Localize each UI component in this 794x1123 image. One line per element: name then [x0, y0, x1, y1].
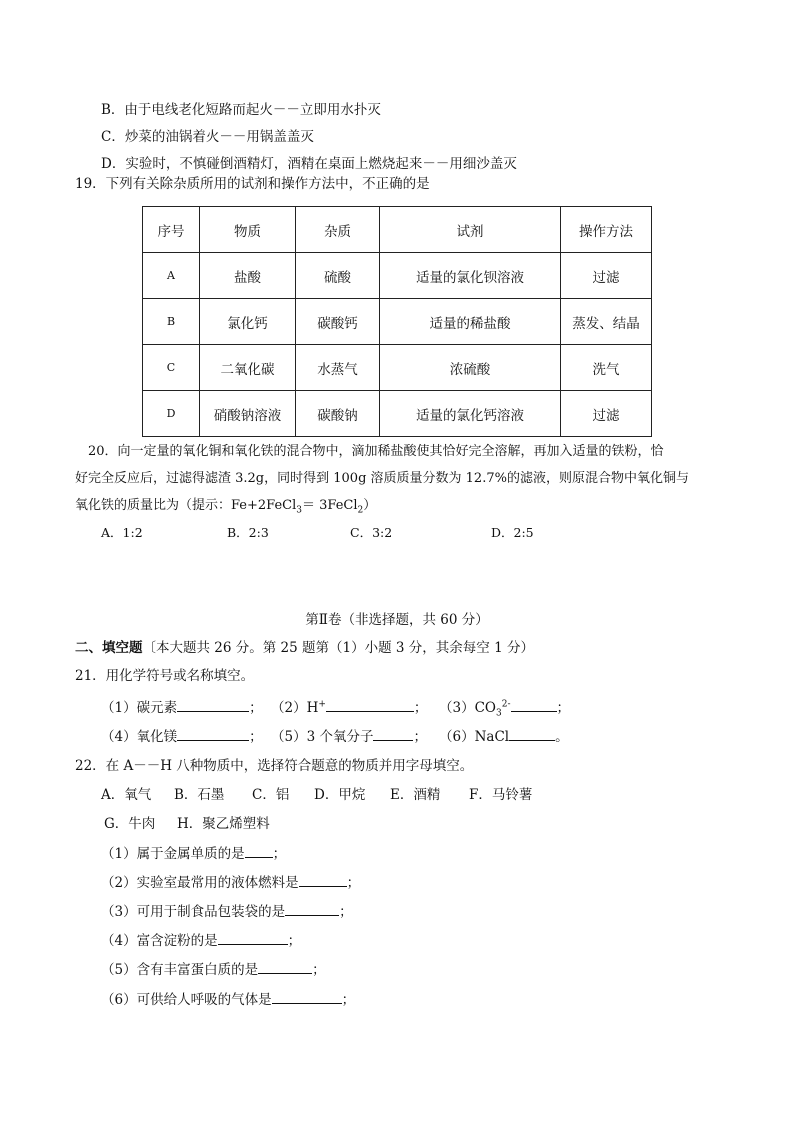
q21-item-2	[271, 698, 427, 717]
q22-item-6	[101, 990, 355, 1009]
q21-sep: ；	[249, 700, 263, 716]
section-heading	[75, 639, 534, 657]
answer-blank[interactable]	[218, 931, 288, 945]
q21-item-3	[439, 698, 570, 717]
table-cell: 洗气	[561, 345, 652, 391]
q22-sep: ；	[272, 846, 287, 862]
q20-option-a: A．1:2	[101, 525, 143, 540]
table-row	[143, 253, 652, 299]
table-cell: 过滤	[561, 253, 652, 299]
table-cell: 浓硫酸	[380, 345, 561, 391]
q21-item-1	[101, 698, 263, 717]
q22-item-label: （2）实验室最常用的液体燃料是	[101, 875, 299, 891]
q22-option-g: G．牛肉	[104, 816, 156, 832]
q22-option-e: E．酒精	[390, 787, 441, 803]
table-cell: 适量的氯化钙溶液	[380, 391, 561, 437]
header-cell: 序号	[143, 207, 200, 253]
answer-blank[interactable]	[509, 727, 555, 741]
answer-blank[interactable]	[299, 873, 347, 887]
q20-sub3: 3	[296, 505, 303, 516]
q21-item-4-label: （4）氧化镁	[101, 729, 178, 745]
section-heading-label: 二、填空题	[75, 640, 143, 656]
table-row	[143, 345, 652, 391]
answer-blank[interactable]	[177, 698, 249, 712]
table-cell: A	[143, 253, 200, 299]
q22-item-4	[101, 931, 301, 950]
q22-option-c: C．铝	[252, 787, 290, 803]
q22-item-label: （6）可供给人呼吸的气体是	[101, 992, 272, 1008]
q22-sep: ；	[346, 875, 361, 891]
answer-blank[interactable]	[326, 698, 414, 712]
q20-option-b: B．2:3	[227, 525, 269, 540]
q22-item-label: （1）属于金属单质的是	[101, 846, 245, 862]
section-heading-note: 〔本大题共 26 分。第 25 题第（1）小题 3 分，其余每空 1 分）	[142, 640, 534, 656]
table-cell: 盐酸	[200, 253, 296, 299]
q20-option-d: D．2:5	[491, 525, 534, 540]
table-cell: 适量的氯化钡溶液	[380, 253, 561, 299]
q22-item-5	[101, 960, 326, 979]
q20-option-c: C．3:2	[350, 525, 393, 540]
q21-stem: 21．用化学符号或名称填空。	[75, 668, 255, 684]
q20-line2: 好完全反应后，过滤得滤渣 3.2g，同时得到 100g 溶质质量分数为 12.7%的滤液，则原混合物中氧化铜与	[75, 471, 689, 486]
q21-item-4	[101, 727, 263, 746]
section-title: 第Ⅱ卷（非选择题，共 60 分）	[305, 612, 489, 628]
answer-blank[interactable]	[373, 727, 413, 741]
q21-item-1-label: （1）碳元素	[101, 700, 178, 716]
header-cell: 杂质	[296, 207, 380, 253]
answer-blank[interactable]	[177, 727, 249, 741]
q22-item-1	[101, 844, 286, 863]
q18-option-c: C．炒菜的油锅着火－－用锅盖盖灭	[101, 129, 314, 145]
q21-sep: ；	[249, 729, 263, 745]
q21-end: 。	[555, 729, 569, 745]
q22-item-3	[101, 902, 353, 921]
header-cell: 试剂	[380, 207, 561, 253]
q20-sub2: 2	[357, 505, 364, 516]
q20-line3	[75, 497, 376, 515]
table-cell: 硝酸钠溶液	[200, 391, 296, 437]
q21-item-6-label: （6）NaCl	[439, 729, 510, 745]
q21-item-3-sup: 2-	[501, 699, 511, 710]
header-cell: 操作方法	[561, 207, 652, 253]
q22-option-a: A．氧气	[101, 787, 152, 803]
table-cell: 碳酸钠	[296, 391, 380, 437]
answer-blank[interactable]	[258, 960, 312, 974]
table-cell: C	[143, 345, 200, 391]
q21-item-3-sub: 3	[496, 708, 502, 719]
table-cell: 适量的稀盐酸	[380, 299, 561, 345]
q22-item-2	[101, 873, 360, 892]
answer-blank[interactable]	[285, 902, 339, 916]
answer-blank[interactable]	[245, 844, 273, 858]
q21-sep: ；	[413, 729, 427, 745]
q20-line3-end: ）	[363, 498, 377, 513]
answer-blank[interactable]	[272, 990, 342, 1004]
q22-sep: ；	[287, 933, 302, 949]
q21-item-6	[439, 727, 569, 746]
table-cell: B	[143, 299, 200, 345]
table-cell: D	[143, 391, 200, 437]
table-cell: 碳酸钙	[296, 299, 380, 345]
header-cell: 物质	[200, 207, 296, 253]
q21-sep: ；	[413, 700, 428, 716]
q22-item-label: （4）富含淀粉的是	[101, 933, 218, 949]
q22-sep: ；	[312, 962, 326, 978]
table-header-row	[143, 207, 652, 253]
q22-option-d: D．甲烷	[314, 787, 366, 803]
table-row	[143, 299, 652, 345]
q22-option-b: B．石墨	[174, 787, 225, 803]
q21-item-5-label: （5）3 个氧分子	[271, 729, 374, 745]
q22-option-h: H．聚乙烯塑料	[177, 816, 270, 832]
q22-item-label: （5）含有丰富蛋白质的是	[101, 962, 259, 978]
q22-sep: ；	[341, 992, 356, 1008]
q21-item-5	[271, 727, 427, 746]
q21-item-2-label: （2）H	[271, 700, 319, 716]
table-row	[143, 391, 652, 437]
table-cell: 氯化钙	[200, 299, 296, 345]
q22-stem: 22．在 A－－H 八种物质中，选择符合题意的物质并用字母填空。	[75, 758, 474, 774]
q18-option-d: D．实验时，不慎碰倒酒精灯，酒精在桌面上燃烧起来－－用细沙盖灭	[101, 156, 517, 172]
q18-option-b: B．由于电线老化短路而起火－－立即用水扑灭	[101, 102, 381, 118]
table-cell: 硫酸	[296, 253, 380, 299]
q22-option-f: F．马铃薯	[469, 787, 533, 803]
q19-table	[142, 206, 652, 437]
q20-line3-pre: 氧化铁的质量比为（提示：Fe+2FeCl	[75, 498, 297, 513]
q22-sep: ；	[339, 904, 353, 920]
q21-item-3-label: （3）CO	[439, 700, 496, 716]
q21-item-2-sup: +	[318, 699, 326, 710]
q20-line1: 20．向一定量的氧化铜和氧化铁的混合物中，滴加稀盐酸使其恰好完全溶解，再加入适量的铁粉，恰	[88, 444, 664, 459]
q19-stem: 19．下列有关除杂质所用的试剂和操作方法中，不正确的是	[75, 176, 430, 192]
table-cell: 蒸发、结晶	[561, 299, 652, 345]
q22-item-label: （3）可用于制食品包装袋的是	[101, 904, 286, 920]
q21-sep: ；	[556, 700, 571, 716]
answer-blank[interactable]	[511, 698, 557, 712]
table-cell: 二氧化碳	[200, 345, 296, 391]
table-cell: 过滤	[561, 391, 652, 437]
q20-line3-mid: ＝ 3FeCl	[302, 498, 358, 513]
table-cell: 水蒸气	[296, 345, 380, 391]
